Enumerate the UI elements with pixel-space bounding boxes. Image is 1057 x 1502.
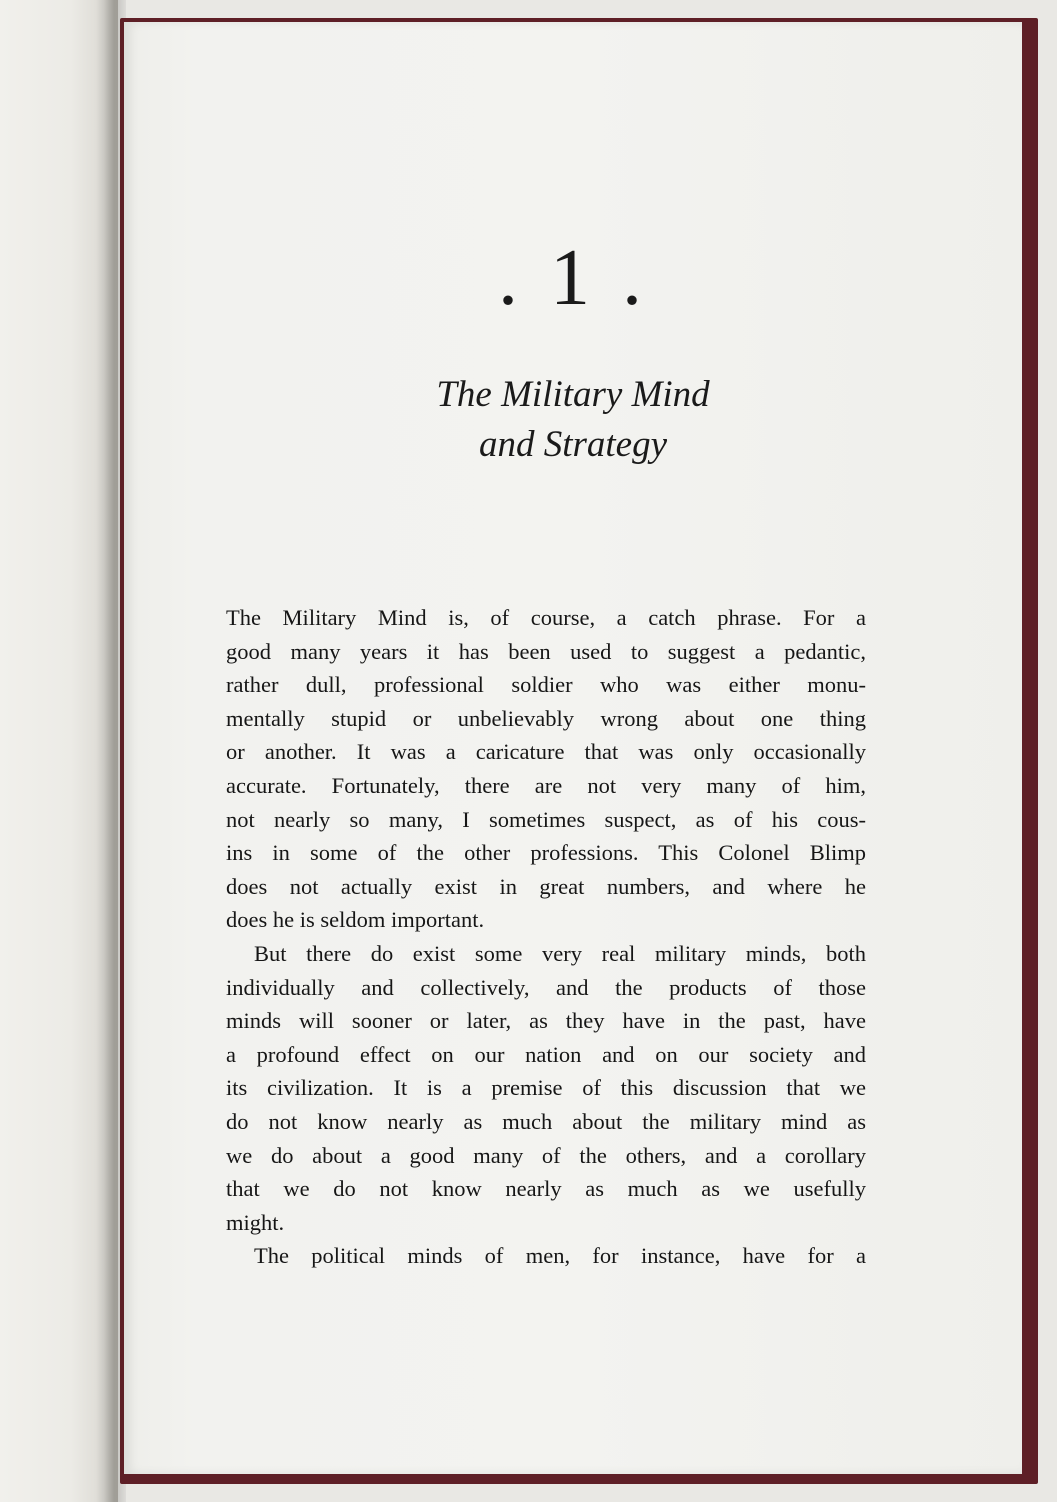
chapter-title-line: and Strategy: [478, 424, 668, 465]
text-line: do not know nearly as much about the military mind as: [226, 1108, 866, 1134]
text-line: not nearly so many, I sometimes suspect, as of his cous-: [226, 806, 866, 832]
text-line: does not actually exist in great numbers, and where he: [226, 873, 866, 899]
text-line: does he is seldom important.: [226, 907, 485, 933]
text-line: The political minds of men, for instance, have for a: [254, 1243, 866, 1269]
text-line: or another. It was a caricature that was only occasionally: [226, 739, 866, 765]
text-line: accurate. Fortunately, there are not very many of him,: [226, 772, 866, 798]
text-line: we do about a good many of the others, and a corollary: [226, 1142, 866, 1168]
chapter-title-line: The Military Mind: [436, 374, 710, 415]
text-line: individually and collectively, and the products of those: [226, 974, 866, 1000]
text-line: rather dull, professional soldier who was either monu-: [226, 672, 866, 698]
body-text: [226, 601, 866, 1273]
text-line: might.: [226, 1209, 285, 1235]
text-line: mentally stupid or unbelievably wrong about one thing: [226, 705, 866, 731]
text-line: good many years it has been used to suggest a pedantic,: [226, 638, 866, 664]
text-line: minds will sooner or later, as they have in the past, have: [226, 1008, 866, 1034]
chapter-number: . 1 .: [498, 234, 648, 322]
chapter-title: [124, 370, 1022, 470]
text-line: But there do exist some very real military minds, both: [254, 940, 866, 966]
text-line: that we do not know nearly as much as we usefully: [226, 1176, 866, 1202]
text-line: The Military Mind is, of course, a catch phrase. For a: [226, 605, 866, 630]
text-line: a profound effect on our nation and on our society and: [226, 1041, 866, 1067]
text-line: ins in some of the other professions. This Colonel Blimp: [226, 840, 866, 866]
text-line: its civilization. It is a premise of this discussion that we: [226, 1075, 866, 1101]
